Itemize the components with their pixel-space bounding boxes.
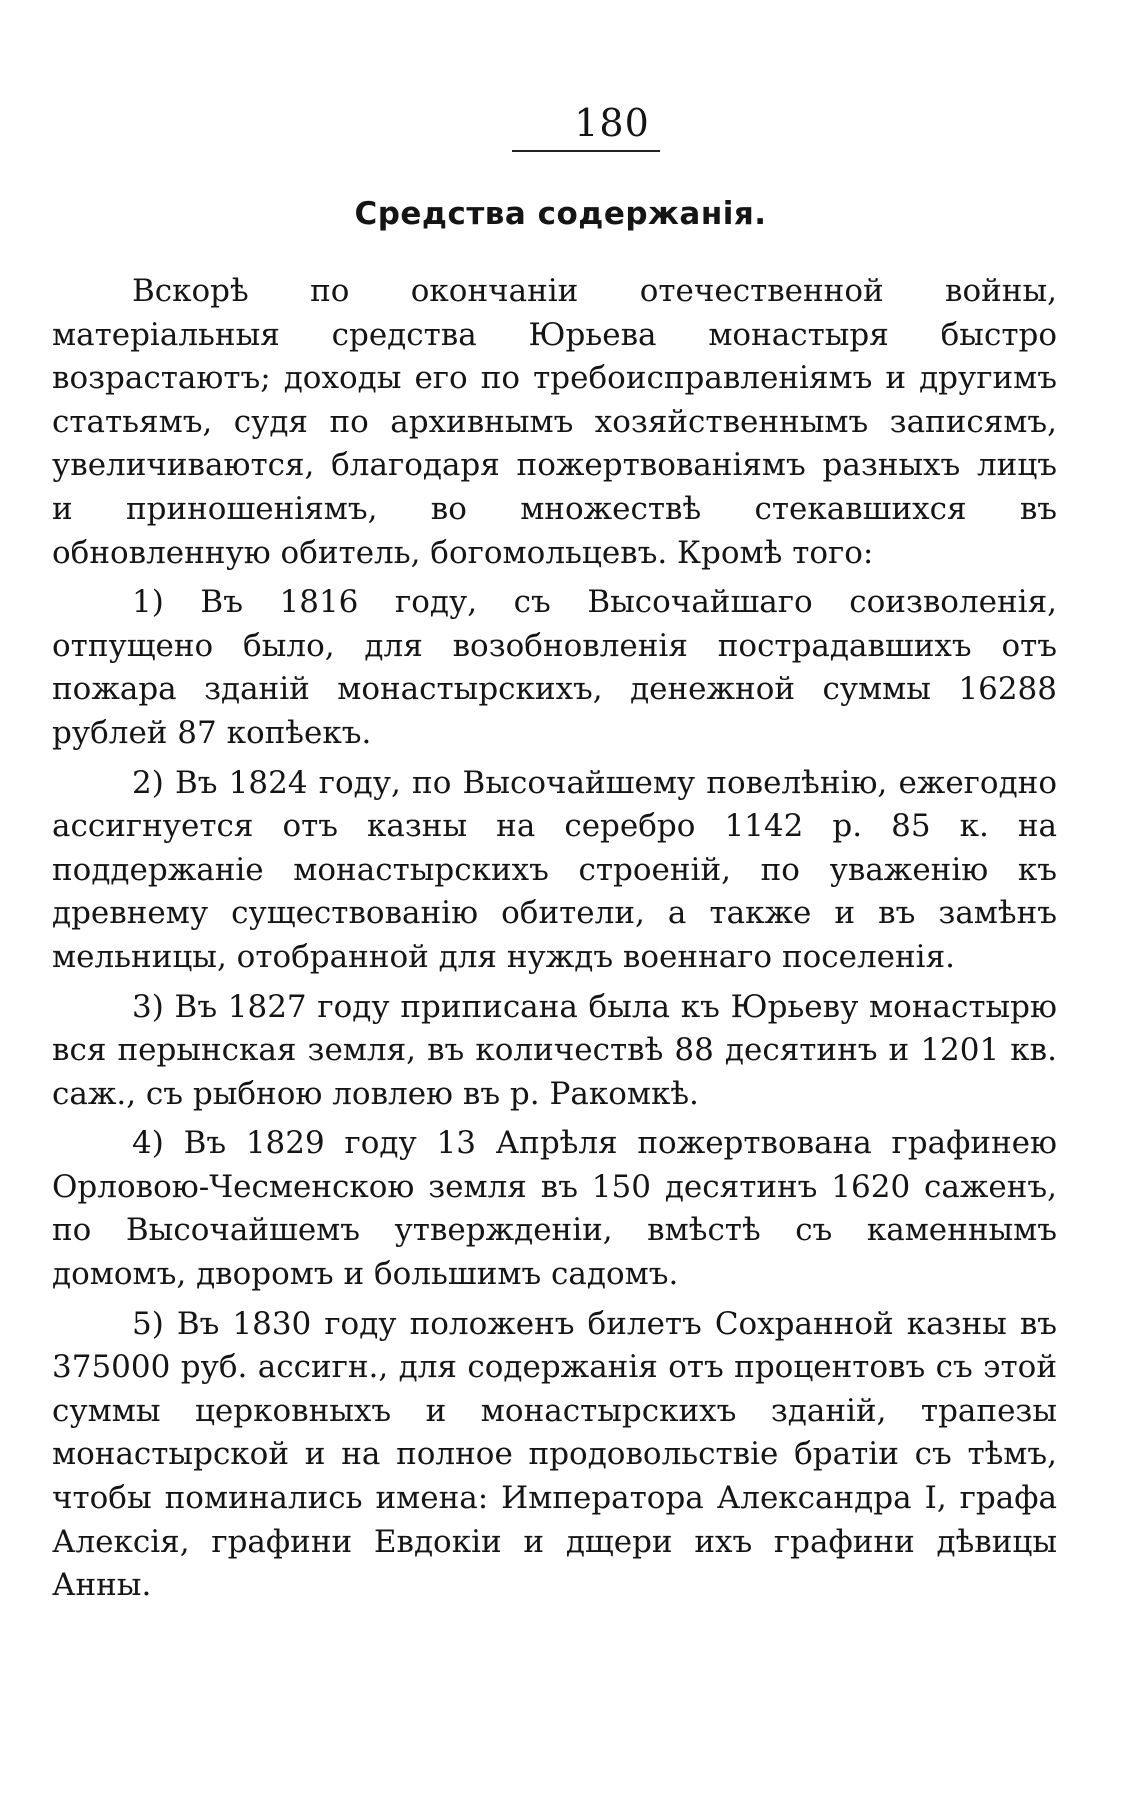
list-item-4: 4) Въ 1829 году 13 Апрѣля пожертвована графинею Орловою-Чесменскою земля въ 150 десятинъ 1620 саженъ, по Высочайшемъ утвержденіи, вмѣстѣ съ каменнымъ домомъ, дворомъ и большимъ садомъ. [52, 1125, 1057, 1293]
intro-paragraph: Вскорѣ по окончаніи отечественной войны, матеріальныя средства Юрьева монастыря быстро возрастаютъ; доходы его по требоисправленіямъ и другимъ статьямъ, судя по архивнымъ хозяйственнымъ записямъ, увеличиваются, благодаря пожертвованіямъ разныхъ лицъ и приношеніямъ, во множествѣ стекавшихся въ обновленную обитель, богомольцевъ. Кромѣ того: [52, 273, 1057, 571]
page-number-rule [512, 150, 660, 152]
book-page [52, 100, 1057, 1608]
list-item-5: 5) Въ 1830 году положенъ билетъ Сохранной казны въ 375000 руб. ассигн., для содержанія отъ процентовъ съ этой суммы церковныхъ и монастырскихъ зданій, трапезы монастырской и на полное продовольствіе братіи съ тѣмъ, чтобы поминались имена: Императора Александра I, графа Алексія, графини Евдокіи и дщери ихъ графини дѣвицы Анны. [52, 1305, 1057, 1604]
list-item-3: 3) Въ 1827 году приписана была къ Юрьеву монастырю вся перынская земля, въ количествѣ 88 десятинъ и 1201 кв. саж., съ рыбною ловлею въ р. Ракомкѣ. [52, 988, 1057, 1112]
section-title: Средства содержанія. [354, 196, 767, 232]
list-item-2: 2) Въ 1824 году, по Высочайшему повелѣнію, ежегодно ассигнуется отъ казны на серебро 1142 р. 85 к. на поддержаніе монастырскихъ строеній, по уваженію къ древнему существованію обители, а также и въ замѣнъ мельницы, отобранной для нуждъ военнаго поселенія. [52, 764, 1057, 975]
page-number: 180 [574, 101, 650, 145]
list-item-1: 1) Въ 1816 году, съ Высочайшаго соизволенія, отпущено было, для возобновленія пострадавшихъ отъ пожара зданій монастырскихъ, денежной суммы 16288 рублей 87 копѣекъ. [52, 584, 1057, 751]
